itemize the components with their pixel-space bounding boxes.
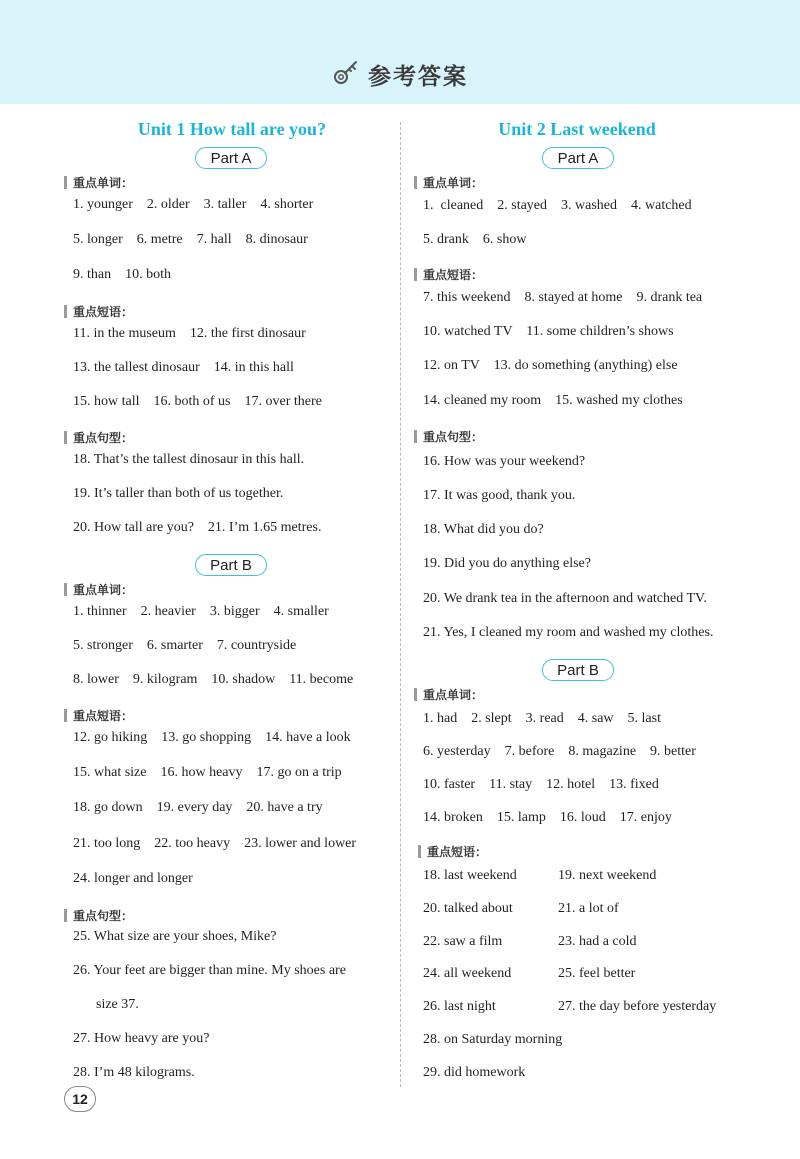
header-title: [0, 58, 800, 91]
answer-line: 13. the tallest dinosaur 14. in this hall: [73, 360, 294, 375]
answer-line: 9. than 10. both: [73, 267, 171, 282]
answer-line: 26. Your feet are bigger than mine. My shoes are: [73, 963, 346, 978]
answer-line: 12. on TV 13. do something (anything) else: [423, 358, 678, 373]
section-bar: [414, 176, 417, 189]
section-head-phrases: 重点短语：: [64, 303, 133, 320]
answer-line: 8. lower 9. kilogram 10. shadow 11. become: [73, 672, 354, 687]
phrase-left: 29. did homework: [423, 1065, 526, 1080]
unit-title: Unit 2 Last weekend: [498, 119, 656, 139]
answer-line: 21. too long 22. too heavy 23. lower and lower: [73, 836, 357, 851]
answer-line: 7. this weekend 8. stayed at home 9. drank tea: [423, 290, 703, 305]
answer-line: 15. what size 16. how heavy 17. go on a trip: [73, 765, 342, 780]
answer-line: 11. in the museum 12. the first dinosaur: [73, 326, 306, 341]
section-bar: [414, 430, 417, 443]
answer-line: 6. yesterday 7. before 8. magazine 9. better: [423, 744, 696, 759]
section-bar: [64, 431, 67, 444]
section-head-phrases: 重点短语：: [418, 843, 487, 860]
answer-line: 18. What did you do?: [423, 522, 544, 537]
page-number: 12: [64, 1086, 96, 1112]
answer-line: 15. how tall 16. both of us 17. over there: [73, 394, 322, 409]
answer-line: 12. go hiking 13. go shopping 14. have a look: [73, 730, 351, 745]
section-head-sentences: 重点句型：: [64, 907, 133, 924]
section-head-words: 重点单词：: [64, 174, 133, 191]
answer-line: 5. drank 6. show: [423, 232, 527, 247]
answer-line: 1. had 2. slept 3. read 4. saw 5. last: [423, 711, 661, 726]
answer-line: 1. cleaned 2. stayed 3. washed 4. watched: [423, 198, 692, 213]
section-head-words: 重点单词：: [64, 581, 133, 598]
answer-line: 5. longer 6. metre 7. hall 8. dinosaur: [73, 232, 308, 247]
section-head-words: 重点单词：: [414, 174, 483, 191]
phrase-right: 23. had a cold: [558, 934, 637, 949]
section-bar: [414, 688, 417, 701]
phrase-right: 27. the day before yesterday: [558, 999, 717, 1014]
phrase-right: 21. a lot of: [558, 901, 619, 916]
answer-line: 19. It’s taller than both of us together.: [73, 486, 284, 501]
section-bar: [64, 176, 67, 189]
part-b-label: Part B: [542, 659, 614, 681]
answer-line: 25. What size are your shoes, Mike?: [73, 929, 277, 944]
answer-line: 20. How tall are you? 21. I’m 1.65 metres.: [73, 520, 322, 535]
answer-line: 27. How heavy are you?: [73, 1031, 210, 1046]
answer-line: 20. We drank tea in the afternoon and watched TV.: [423, 591, 707, 606]
section-head-phrases: 重点短语：: [64, 707, 133, 724]
section-head-phrases: 重点短语：: [414, 266, 483, 283]
answer-line: 17. It was good, thank you.: [423, 488, 576, 503]
phrase-right: 19. next weekend: [558, 868, 657, 883]
section-head-sentences: 重点句型：: [64, 429, 133, 446]
answer-line: 28. I’m 48 kilograms.: [73, 1065, 195, 1080]
answer-line: 5. stronger 6. smarter 7. countryside: [73, 638, 297, 653]
section-bar: [418, 845, 421, 858]
answer-line: 19. Did you do anything else?: [423, 556, 591, 571]
phrase-left: 22. saw a film: [423, 934, 503, 949]
part-b-label: Part B: [195, 554, 267, 576]
answer-line: 14. cleaned my room 15. washed my clothes: [423, 393, 683, 408]
phrase-left: 24. all weekend: [423, 966, 512, 981]
phrase-left: 20. talked about: [423, 901, 513, 916]
page-title: 参考答案: [368, 64, 468, 90]
phrase-left: 26. last night: [423, 999, 496, 1014]
section-bar: [64, 583, 67, 596]
section-bar: [64, 909, 67, 922]
section-head-words: 重点单词：: [414, 686, 483, 703]
phrase-left: 28. on Saturday morning: [423, 1032, 563, 1047]
section-head-sentences: 重点句型：: [414, 428, 483, 445]
header-wave: [0, 88, 800, 112]
key-icon: [332, 58, 360, 91]
answer-line: 10. faster 11. stay 12. hotel 13. fixed: [423, 777, 659, 792]
answer-line: size 37.: [96, 997, 139, 1012]
answer-line: 16. How was your weekend?: [423, 454, 586, 469]
answer-line: 14. broken 15. lamp 16. loud 17. enjoy: [423, 810, 672, 825]
answer-line: 1. thinner 2. heavier 3. bigger 4. smaller: [73, 604, 329, 619]
answer-line: 18. That’s the tallest dinosaur in this hall.: [73, 452, 305, 467]
answer-line: 21. Yes, I cleaned my room and washed my clothes.: [423, 625, 714, 640]
phrase-right: 25. feel better: [558, 966, 636, 981]
answer-line: 24. longer and longer: [73, 871, 193, 886]
part-a-label: Part A: [542, 147, 614, 169]
section-bar: [414, 268, 417, 281]
section-bar: [64, 709, 67, 722]
answer-line: 1. younger 2. older 3. taller 4. shorter: [73, 197, 314, 212]
phrase-left: 18. last weekend: [423, 868, 517, 883]
section-bar: [64, 305, 67, 318]
answer-line: 18. go down 19. every day 20. have a try: [73, 800, 323, 815]
answer-line: 10. watched TV 11. some children’s shows: [423, 324, 674, 339]
part-a-label: Part A: [195, 147, 267, 169]
column-divider: [400, 122, 401, 1087]
unit-title: Unit 1 How tall are you?: [137, 119, 327, 139]
